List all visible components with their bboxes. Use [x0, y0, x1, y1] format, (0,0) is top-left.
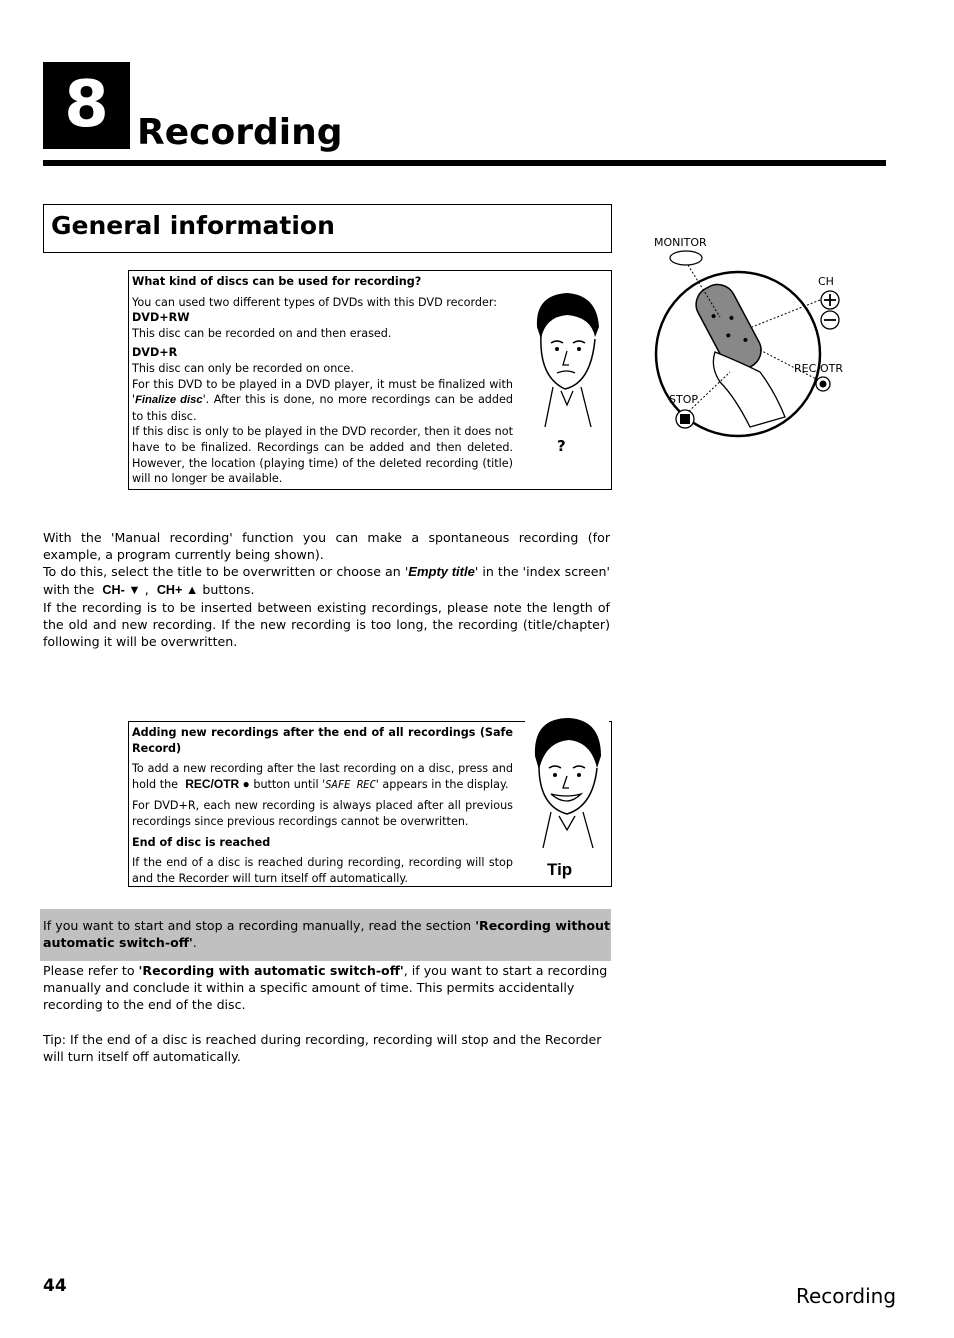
remote-control-illustration [640, 232, 860, 442]
box2-heading-2: End of disc is reached [132, 835, 271, 849]
chapter-title: Recording [137, 112, 343, 153]
section-title: General information [51, 211, 335, 240]
rec-otr-label: REC/OTR [794, 362, 844, 375]
box1-intro: You can used two different types of DVDs with this DVD recorder: [132, 295, 498, 309]
body1-p3: If the recording is to be inserted between existing recordings, please note the length of the old and new recording. If the new recording is too long, the recording (title/chapter) following it will be overwritten. [43, 599, 610, 650]
cartoon-face-icon [525, 287, 609, 437]
dvdr-label: DVD+R [132, 346, 178, 360]
box1-heading: What kind of discs can be used for recording? [132, 275, 422, 288]
body2-p2: Tip: If the end of a disc is reached during recording, recording will stop and the Recorder will turn itself off automatically. [43, 1031, 602, 1064]
page-number: 44 [43, 1276, 67, 1296]
body2-p1: Please refer to 'Recording with automatic switch-off', if you want to start a recording manually and conclude it within a specific amount of time. This permits accidentally recording to the end of the disc. [43, 963, 608, 1013]
box2-text-1: To add a new recording after the last recording on a disc, press and hold the REC/OTR ● button until 'SAFE REC' appears in the display. [132, 762, 513, 791]
body1-p1: With the 'Manual recording' function you can make a spontaneous recording (for example, a program currently being shown). [43, 530, 610, 563]
thinking-man-illustration [525, 287, 609, 437]
dvdr-text-2: For this DVD to be played in a DVD player, it must be finalized with 'Finalize disc'. After this is done, no more recordings can be added to this disc. [132, 377, 513, 423]
manual-recording-text [43, 529, 610, 650]
chapter-rule [43, 160, 886, 166]
disc-types-info-box [128, 270, 612, 490]
ch-label: CH [818, 275, 834, 288]
tip-label: Tip [547, 860, 573, 879]
question-mark: ? [557, 437, 566, 455]
box2-text-2: For DVD+R, each new recording is always placed after all previous recordings since previous recordings cannot be overwritten. [132, 799, 513, 828]
dvdr-text-1: This disc can only be recorded on once. [132, 361, 354, 375]
remote-control-icon [640, 232, 860, 442]
box2-heading: Adding new recordings after the end of all recordings (Safe Record) [132, 726, 513, 755]
smiling-man-illustration [525, 714, 609, 854]
monitor-label: MONITOR [654, 236, 707, 249]
footer-section-name: Recording [796, 1284, 897, 1308]
manual-stop-note-text: If you want to start and stop a recording manually, read the section 'Recording without automatic switch-off'. [43, 918, 610, 951]
safe-record-tip-box [128, 721, 612, 887]
dvdrw-label: DVD+RW [132, 311, 190, 325]
cartoon-face-tip-icon [525, 714, 609, 854]
dvdr-text-3: If this disc is only to be played in the DVD recorder, then it does not have to be finalized. Recordings can be added and then deleted. However, the location (playing time) of the deleted recording (title) will no longer be available. [132, 425, 513, 486]
box2-text-3: If the end of a disc is reached during recording, recording will stop and the Recorder will turn itself off automatically. [132, 856, 513, 885]
stop-label: STOP [669, 393, 698, 406]
auto-switch-off-text [43, 962, 610, 1065]
body1-p2: To do this, select the title to be overwritten or choose an 'Empty title' in the 'index screen' with the CH- ▼ , CH+ ▲ buttons. [43, 564, 610, 597]
dvdrw-text: This disc can be recorded on and then erased. [132, 326, 392, 340]
chapter-number-box: 8 [43, 62, 130, 149]
